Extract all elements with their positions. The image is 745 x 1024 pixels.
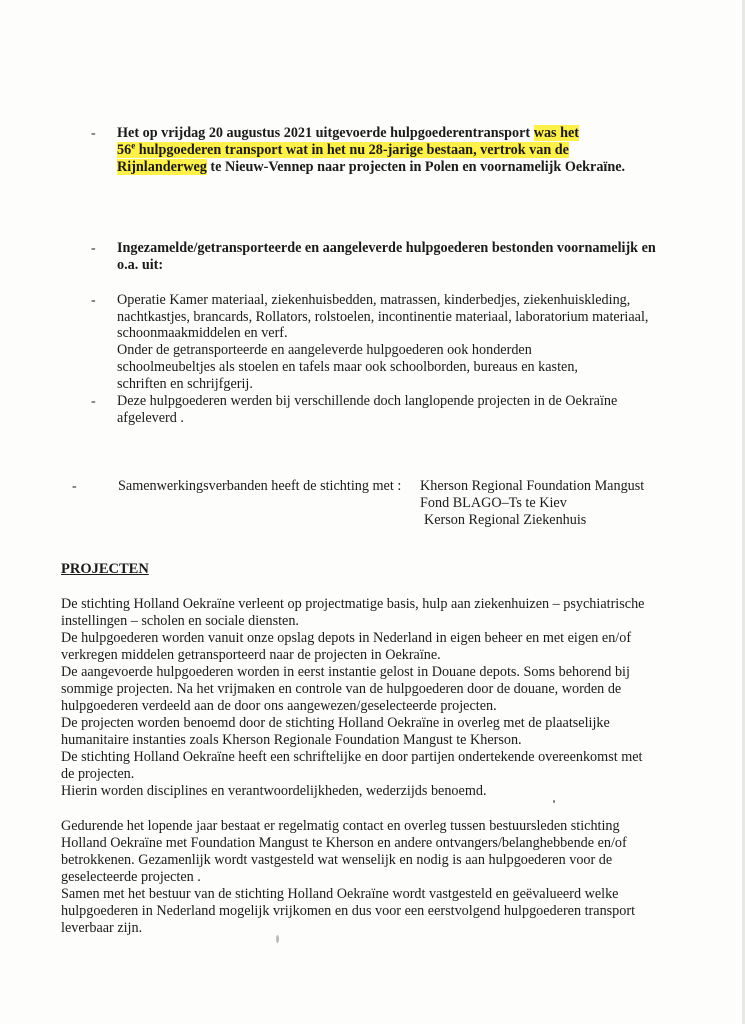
text-run: Het op vrijdag 20 augustus 2021 uitgevoerde hulpgoederentransport [117,125,534,141]
paragraph-line: Gedurende het lopende jaar bestaat er regelmatig contact en overleg tussen bestuursleden stichting [61,818,620,834]
highlighted-text: hulpgoederen transport wat in het nu 28-jarige bestaan, vertrok van de [135,142,569,158]
scan-speck [553,800,555,803]
goods-list-line: nachtkastjes, brancards, Rollators, rolstoelen, incontinentie materiaal, laboratorium materiaal, [117,309,649,325]
paragraph-line: De hulpgoederen worden vanuit onze opslag depots in Nederland in eigen beheer en met eigen en/of [61,630,632,646]
goods-intro-line-2: o.a. uit: [117,257,164,273]
bullet-dash: - [91,241,96,256]
paragraph-line: Samen met het bestuur van de stichting Holland Oekraïne wordt vastgesteld en geëvalueerd welke [61,886,619,902]
paragraph-line: De stichting Holland Oekraïne heeft een schriftelijke en door partijen ondertekende overeenkomst met [61,749,643,765]
paragraph-line: betrokkenen. Gezamenlijk wordt vastgesteld wat wenselijk en nodig is aan hulpgoederen voor de [61,852,613,868]
paragraph-line: geselecteerde projecten . [61,869,201,885]
paragraph-line: sommige projecten. Na het vrijmaken en controle van de hulpgoederen door de douane, worden de [61,681,622,697]
highlighted-text: 56 [117,142,132,158]
paragraph-line: hulpgoederen verdeeld aan de door ons aangewezen/geselecteerde projecten. [61,698,497,714]
highlighted-text: Rijnlanderweg [117,159,207,175]
goods-list-line: schoolmeubeltjes als stoelen en tafels maar ook schoolborden, bureaus en kasten, [117,359,578,375]
text-run: te Nieuw-Vennep naar projecten in Polen en voornamelijk Oekraïne. [206,159,626,175]
paragraph-line: hulpgoederen in Nederland mogelijk vrijkomen en dus voor een eerstvolgend hulpgoederen transport [61,903,636,919]
transport-line-2 [117,142,569,159]
goods-list-line: schoonmaakmiddelen en verf. [117,325,288,341]
goods-list-line: schriften en schrijfgerij. [117,376,253,392]
partner-item: Fond BLAGO–Ts te Kiev [420,495,567,511]
bullet-dash: - [91,394,96,409]
transport-line-1 [117,125,579,142]
partner-item: Kherson Regional Foundation Mangust [420,478,645,494]
paragraph-line: Hierin worden disciplines en verantwoordelijkheden, wederzijds benoemd. [61,783,487,799]
partnerships-label: Samenwerkingsverbanden heeft de stichting met : [118,478,402,494]
partner-item: Kerson Regional Ziekenhuis [424,512,587,528]
delivery-line: afgeleverd . [117,410,184,426]
paragraph-line: humanitaire instanties zoals Kherson Regionale Foundation Mangust te Kherson. [61,732,522,748]
bullet-dash: - [72,479,77,494]
goods-list-line: Onder de getransporteerde en aangeleverde hulpgoederen ook honderden [117,342,532,358]
scan-speck [276,935,279,943]
goods-list-line: Operatie Kamer materiaal, ziekenhuisbedden, matrassen, kinderbedjes, ziekenhuiskleding, [117,292,631,308]
projecten-heading: PROJECTEN [61,561,149,577]
highlighted-text: was het [533,125,580,141]
transport-line-3 [117,159,625,176]
paragraph-line: Holland Oekraïne met Foundation Mangust te Kherson en andere ontvangers/belanghebbende en/of [61,835,627,851]
paragraph-line: instellingen – scholen en sociale diensten. [61,613,299,629]
bullet-dash: - [91,293,96,308]
paragraph-line: verkregen middelen getransporteerd naar de projecten in Oekraïne. [61,647,441,663]
paragraph-line: De projecten worden benoemd door de stichting Holland Oekraïne in overleg met de plaatselijke [61,715,610,731]
paragraph-line: leverbaar zijn. [61,920,143,936]
goods-intro-line-1: Ingezamelde/getransporteerde en aangeleverde hulpgoederen bestonden voornamelijk en [117,240,656,256]
paragraph-line: De stichting Holland Oekraïne verleent op projectmatige basis, hulp aan ziekenhuizen – psychiatrische [61,596,645,612]
superscript: e [131,140,136,151]
bullet-dash: - [91,126,96,141]
delivery-line: Deze hulpgoederen werden bij verschillende doch langlopende projecten in de Oekraïne [117,393,618,409]
paragraph-line: De aangevoerde hulpgoederen worden in eerst instantie gelost in Douane depots. Soms behorend bij [61,664,630,680]
paragraph-line: de projecten. [61,766,135,782]
